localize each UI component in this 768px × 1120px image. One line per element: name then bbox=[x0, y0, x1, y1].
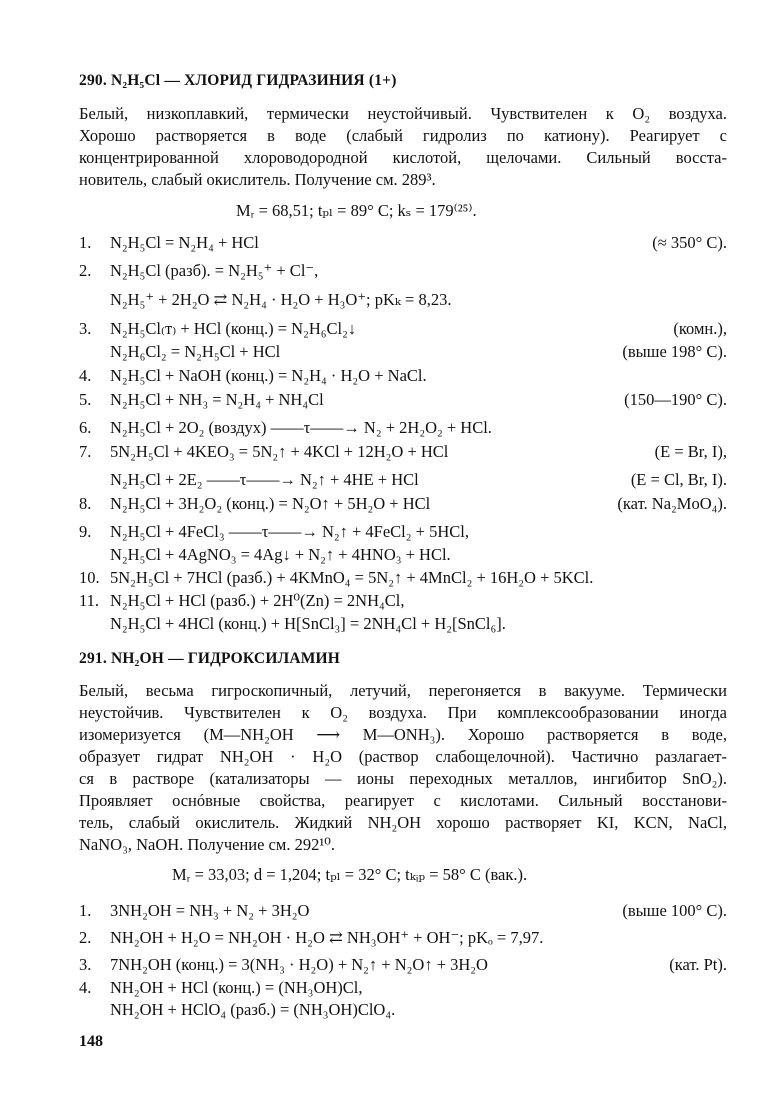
reaction-number: 11. bbox=[79, 591, 100, 610]
reaction-number: 4. bbox=[79, 978, 92, 997]
reaction-equation: N₂H₆Cl₂ = N₂H₅Cl + HCl bbox=[110, 342, 281, 361]
description-line: Хорошо растворяется в воде (слабый гидролиз по катиону). Реагирует с bbox=[79, 126, 727, 145]
reaction-equation: 5N₂H₅Cl + 7HCl (разб.) + 4KMnO₄ = 5N₂↑ + 4MnCl₂ + 16H₂O + 5KCl. bbox=[110, 568, 594, 587]
reaction-equation: NH₂OH + HClO₄ (разб.) = (NH₃OH)ClO₄. bbox=[110, 1000, 396, 1019]
reaction-equation: N₂H₅Cl + 2O₂ (воздух) ——τ——→ N₂ + 2H₂O₂ + HCl. bbox=[110, 418, 492, 437]
description-line: изомеризуется (M—NH₂OH ⟶ M—ONH₃). Хорошо растворяется в воде, bbox=[79, 725, 727, 744]
reaction-row bbox=[79, 342, 727, 364]
reaction-number: 2. bbox=[79, 261, 92, 280]
reaction-equation: N₂H₅Cl + NH₃ = N₂H₄ + NH₄Cl bbox=[110, 390, 324, 409]
reaction-row bbox=[79, 366, 727, 388]
reaction-equation: N₂H₅Cl (разб). = N₂H₅⁺ + Cl⁻, bbox=[110, 261, 319, 280]
reaction-row bbox=[79, 261, 727, 283]
reaction-number: 4. bbox=[79, 366, 92, 385]
reaction-row bbox=[79, 442, 727, 464]
reaction-equation: N₂H₅Cl + 2E₂ ——τ——→ N₂↑ + 4HE + HCl bbox=[110, 470, 419, 489]
reaction-number: 1. bbox=[79, 233, 92, 252]
reaction-condition: (E = Br, I), bbox=[654, 442, 727, 461]
reaction-equation: N₂H₅Cl + 4AgNO₃ = 4Ag↓ + N₂↑ + 4HNO₃ + HCl. bbox=[110, 545, 451, 564]
description-line: образует гидрат NH₂OH · H₂O (раствор слабощелочной). Частично разлагает- bbox=[79, 747, 727, 766]
reaction-row bbox=[79, 955, 727, 977]
reaction-equation: NH₂OH + H₂O = NH₂OH · H₂O ⇄ NH₃OH⁺ + OH⁻; pKₒ = 7,97. bbox=[110, 928, 544, 947]
section-291-constants: Mᵣ = 33,03; d = 1,204; tₚₗ = 32° C; tₖᵢₚ = 58° C (вак.). bbox=[172, 865, 528, 884]
reaction-condition: (выше 198° C). bbox=[622, 342, 727, 361]
reaction-row bbox=[79, 1000, 727, 1022]
reaction-row bbox=[79, 901, 727, 923]
section-290-heading: 290. N₂H₅Cl — ХЛОРИД ГИДРАЗИНИЯ (1+) bbox=[79, 72, 397, 89]
reaction-row bbox=[79, 470, 727, 492]
reaction-equation: N₂H₅Cl + NaOH (конц.) = N₂H₄ · H₂O + NaCl. bbox=[110, 366, 427, 385]
reaction-row bbox=[79, 290, 727, 312]
reaction-number: 2. bbox=[79, 928, 92, 947]
reaction-row bbox=[79, 568, 727, 590]
reaction-equation: 5N₂H₅Cl + 4KEO₃ = 5N₂↑ + 4KCl + 12H₂O + HCl bbox=[110, 442, 449, 461]
reaction-condition: (E = Cl, Br, I). bbox=[630, 470, 727, 489]
reaction-condition: (кат. Pt). bbox=[669, 955, 727, 974]
reaction-condition: (150—190° C). bbox=[624, 390, 727, 409]
reaction-row bbox=[79, 390, 727, 412]
description-line: ся в растворе (катализаторы — ионы переходных металлов, ингибитор SnO₂). bbox=[79, 769, 727, 788]
section-291-description bbox=[79, 680, 727, 856]
section-291-heading: 291. NH₂OH — ГИДРОКСИЛАМИН bbox=[79, 650, 341, 667]
description-line: Белый, весьма гигроскопичный, летучий, перегоняется в вакууме. Термически bbox=[79, 681, 727, 700]
reaction-condition: (выше 100° C). bbox=[622, 901, 727, 920]
reaction-equation: 7NH₂OH (конц.) = 3(NH₃ · H₂O) + N₂↑ + N₂O↑ + 3H₂O bbox=[110, 955, 488, 974]
reaction-number: 9. bbox=[79, 522, 92, 541]
reaction-number: 5. bbox=[79, 390, 92, 409]
reaction-equation: N₂H₅⁺ + 2H₂O ⇄ N₂H₄ · H₂O + H₃O⁺; pKₖ = 8,23. bbox=[110, 290, 452, 309]
reaction-row bbox=[79, 591, 727, 613]
description-line: Белый, низкоплавкий, термически неустойчивый. Чувствителен к O₂ воздуха. bbox=[79, 104, 727, 123]
reaction-condition: (кат. Na₂MoO₄). bbox=[617, 494, 727, 513]
reaction-equation: N₂H₅Cl = N₂H₄ + HCl bbox=[110, 233, 259, 252]
reaction-row bbox=[79, 928, 727, 950]
reaction-equation: N₂H₅Cl + 4FeCl₃ ——τ——→ N₂↑ + 4FeCl₂ + 5HCl, bbox=[110, 522, 469, 541]
reaction-equation: 3NH₂OH = NH₃ + N₂ + 3H₂O bbox=[110, 901, 310, 920]
reaction-row bbox=[79, 319, 727, 341]
section-290-description bbox=[79, 103, 727, 191]
description-line: новитель, слабый окислитель. Получение см. 289³. bbox=[79, 170, 436, 189]
reaction-number: 6. bbox=[79, 418, 92, 437]
description-line: Проявляет оснóвные свойства, реагирует с кислотами. Сильный восстанови- bbox=[79, 791, 727, 810]
description-line: концентрированной хлороводородной кислотой, щелочами. Сильный восста- bbox=[79, 148, 727, 167]
reaction-row bbox=[79, 494, 727, 516]
reaction-number: 10. bbox=[79, 568, 100, 587]
description-line: тель, слабый окислитель. Жидкий NH₂OH хорошо растворяет KI, KCN, NaCl, bbox=[79, 813, 727, 832]
reaction-number: 3. bbox=[79, 319, 92, 338]
section-290-constants: Mᵣ = 68,51; tₚₗ = 89° C; kₛ = 179⁽²⁵⁾. bbox=[236, 201, 477, 220]
page-number: 148 bbox=[79, 1033, 103, 1050]
reaction-equation: N₂H₅Cl + 4HCl (конц.) + H[SnCl₃] = 2NH₄Cl + H₂[SnCl₆]. bbox=[110, 614, 506, 633]
reaction-number: 3. bbox=[79, 955, 92, 974]
reaction-condition: (≈ 350° C). bbox=[652, 233, 727, 252]
description-line: неустойчив. Чувствителен к O₂ воздуха. При комплексообразовании иногда bbox=[79, 703, 727, 722]
reaction-row bbox=[79, 418, 727, 440]
reaction-condition: (комн.), bbox=[673, 319, 727, 338]
reaction-row bbox=[79, 233, 727, 255]
reaction-number: 1. bbox=[79, 901, 92, 920]
description-line: NaNO₃, NaOH. Получение см. 292¹⁰. bbox=[79, 835, 336, 854]
reaction-number: 7. bbox=[79, 442, 92, 461]
reaction-row bbox=[79, 522, 727, 544]
reaction-equation: NH₂OH + HCl (конц.) = (NH₃OH)Cl, bbox=[110, 978, 363, 997]
reaction-equation: N₂H₅Cl + HCl (разб.) + 2H⁰(Zn) = 2NH₄Cl, bbox=[110, 591, 405, 610]
reaction-number: 8. bbox=[79, 494, 92, 513]
reaction-equation: N₂H₅Cl + 3H₂O₂ (конц.) = N₂O↑ + 5H₂O + HCl bbox=[110, 494, 431, 513]
reaction-equation: N₂H₅Cl₍т₎ + HCl (конц.) = N₂H₆Cl₂↓ bbox=[110, 319, 357, 338]
reaction-row bbox=[79, 614, 727, 636]
reaction-row bbox=[79, 978, 727, 1000]
reaction-row bbox=[79, 545, 727, 567]
